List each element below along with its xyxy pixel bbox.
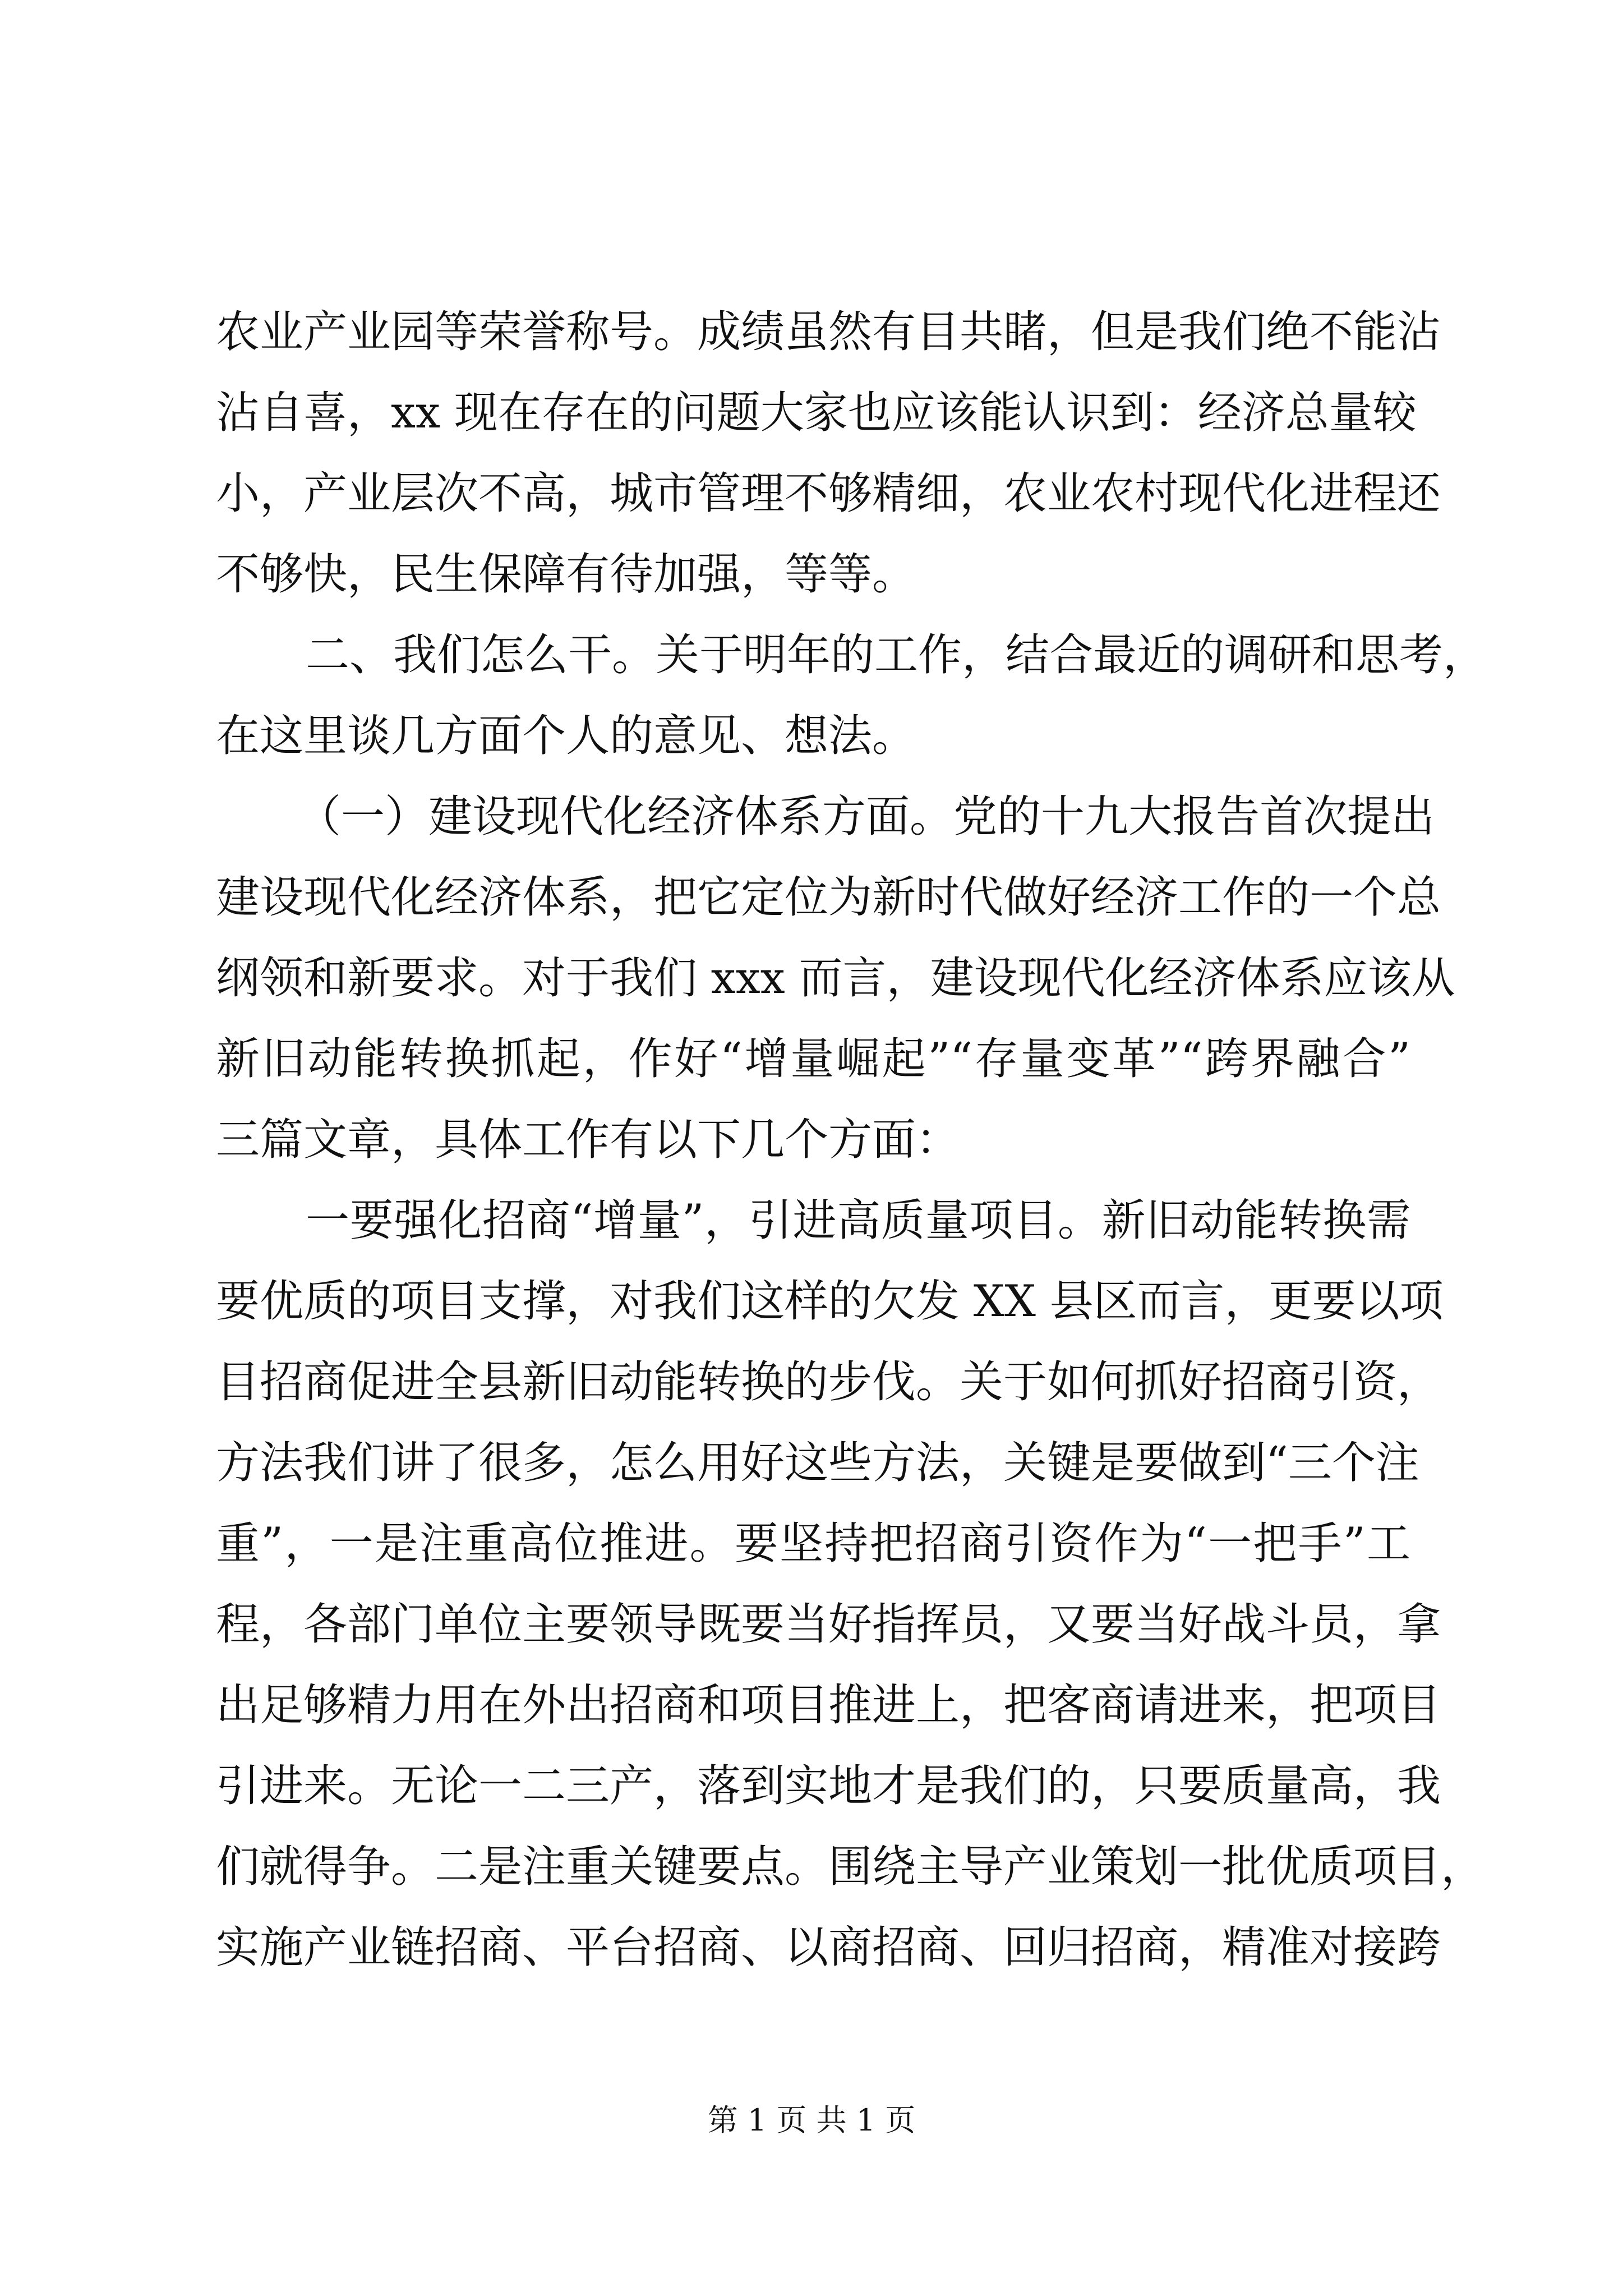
- text-line: 小，产业层次不高，城市管理不够精细，农业农村现代化进程还: [216, 468, 1441, 519]
- text-line: 引进来。无论一二三产，落到实地才是我们的，只要质量高，我: [216, 1761, 1441, 1811]
- text-line: 新旧动能转换抓起，作好“增量崛起”“存量变革”“跨界融合”: [216, 1034, 1410, 1084]
- text-line: 目招商促进全县新旧动能转换的步伐。关于如何抓好招商引资，: [216, 1357, 1441, 1407]
- text-line: 纲领和新要求。对于我们 xxx 而言，建设现代化经济体系应该从: [216, 953, 1455, 1004]
- text-line: 方法我们讲了很多，怎么用好这些方法，关键是要做到“三个注: [216, 1438, 1419, 1488]
- document-body: [216, 292, 1487, 1988]
- text-line: 建设现代化经济体系，把它定位为新时代做好经济工作的一个总: [216, 872, 1441, 923]
- page-number-footer: 第 1 页 共 1 页: [707, 2102, 916, 2138]
- text-line: 二、我们怎么干。关于明年的工作，结合最近的调研和思考，: [306, 630, 1487, 680]
- text-line: 要优质的项目支撑，对我们这样的欠发 XX 县区而言，更要以项: [216, 1276, 1444, 1327]
- text-line: 不够快，民生保障有待加强，等等。: [216, 549, 916, 600]
- text-line: 出足够精力用在外出招商和项目推进上，把客商请进来，把项目: [216, 1680, 1441, 1731]
- text-line: 实施产业链招商、平台招商、以商招商、回归招商，精准对接跨: [216, 1922, 1441, 1973]
- text-line: 程，各部门单位主要领导既要当好指挥员，又要当好战斗员，拿: [216, 1599, 1441, 1650]
- text-line: 农业产业园等荣誉称号。成绩虽然有目共睹，但是我们绝不能沾: [216, 307, 1441, 357]
- text-line: 重”，一是注重高位推进。要坚持把招商引资作为“一把手”工: [216, 1519, 1410, 1569]
- text-line: 一要强化招商“增量”，引进高质量项目。新旧动能转换需: [306, 1195, 1410, 1246]
- text-line: 在这里谈几方面个人的意见、想法。: [216, 711, 916, 761]
- text-line: 沾自喜，xx 现在存在的问题大家也应该能认识到：经济总量较: [216, 388, 1417, 438]
- text-line: 三篇文章，具体工作有以下几个方面：: [216, 1115, 960, 1165]
- text-line: （一）建设现代化经济体系方面。党的十九大报告首次提出: [297, 792, 1435, 842]
- text-line: 们就得争。二是注重关键要点。围绕主导产业策划一批优质项目，: [216, 1842, 1485, 1892]
